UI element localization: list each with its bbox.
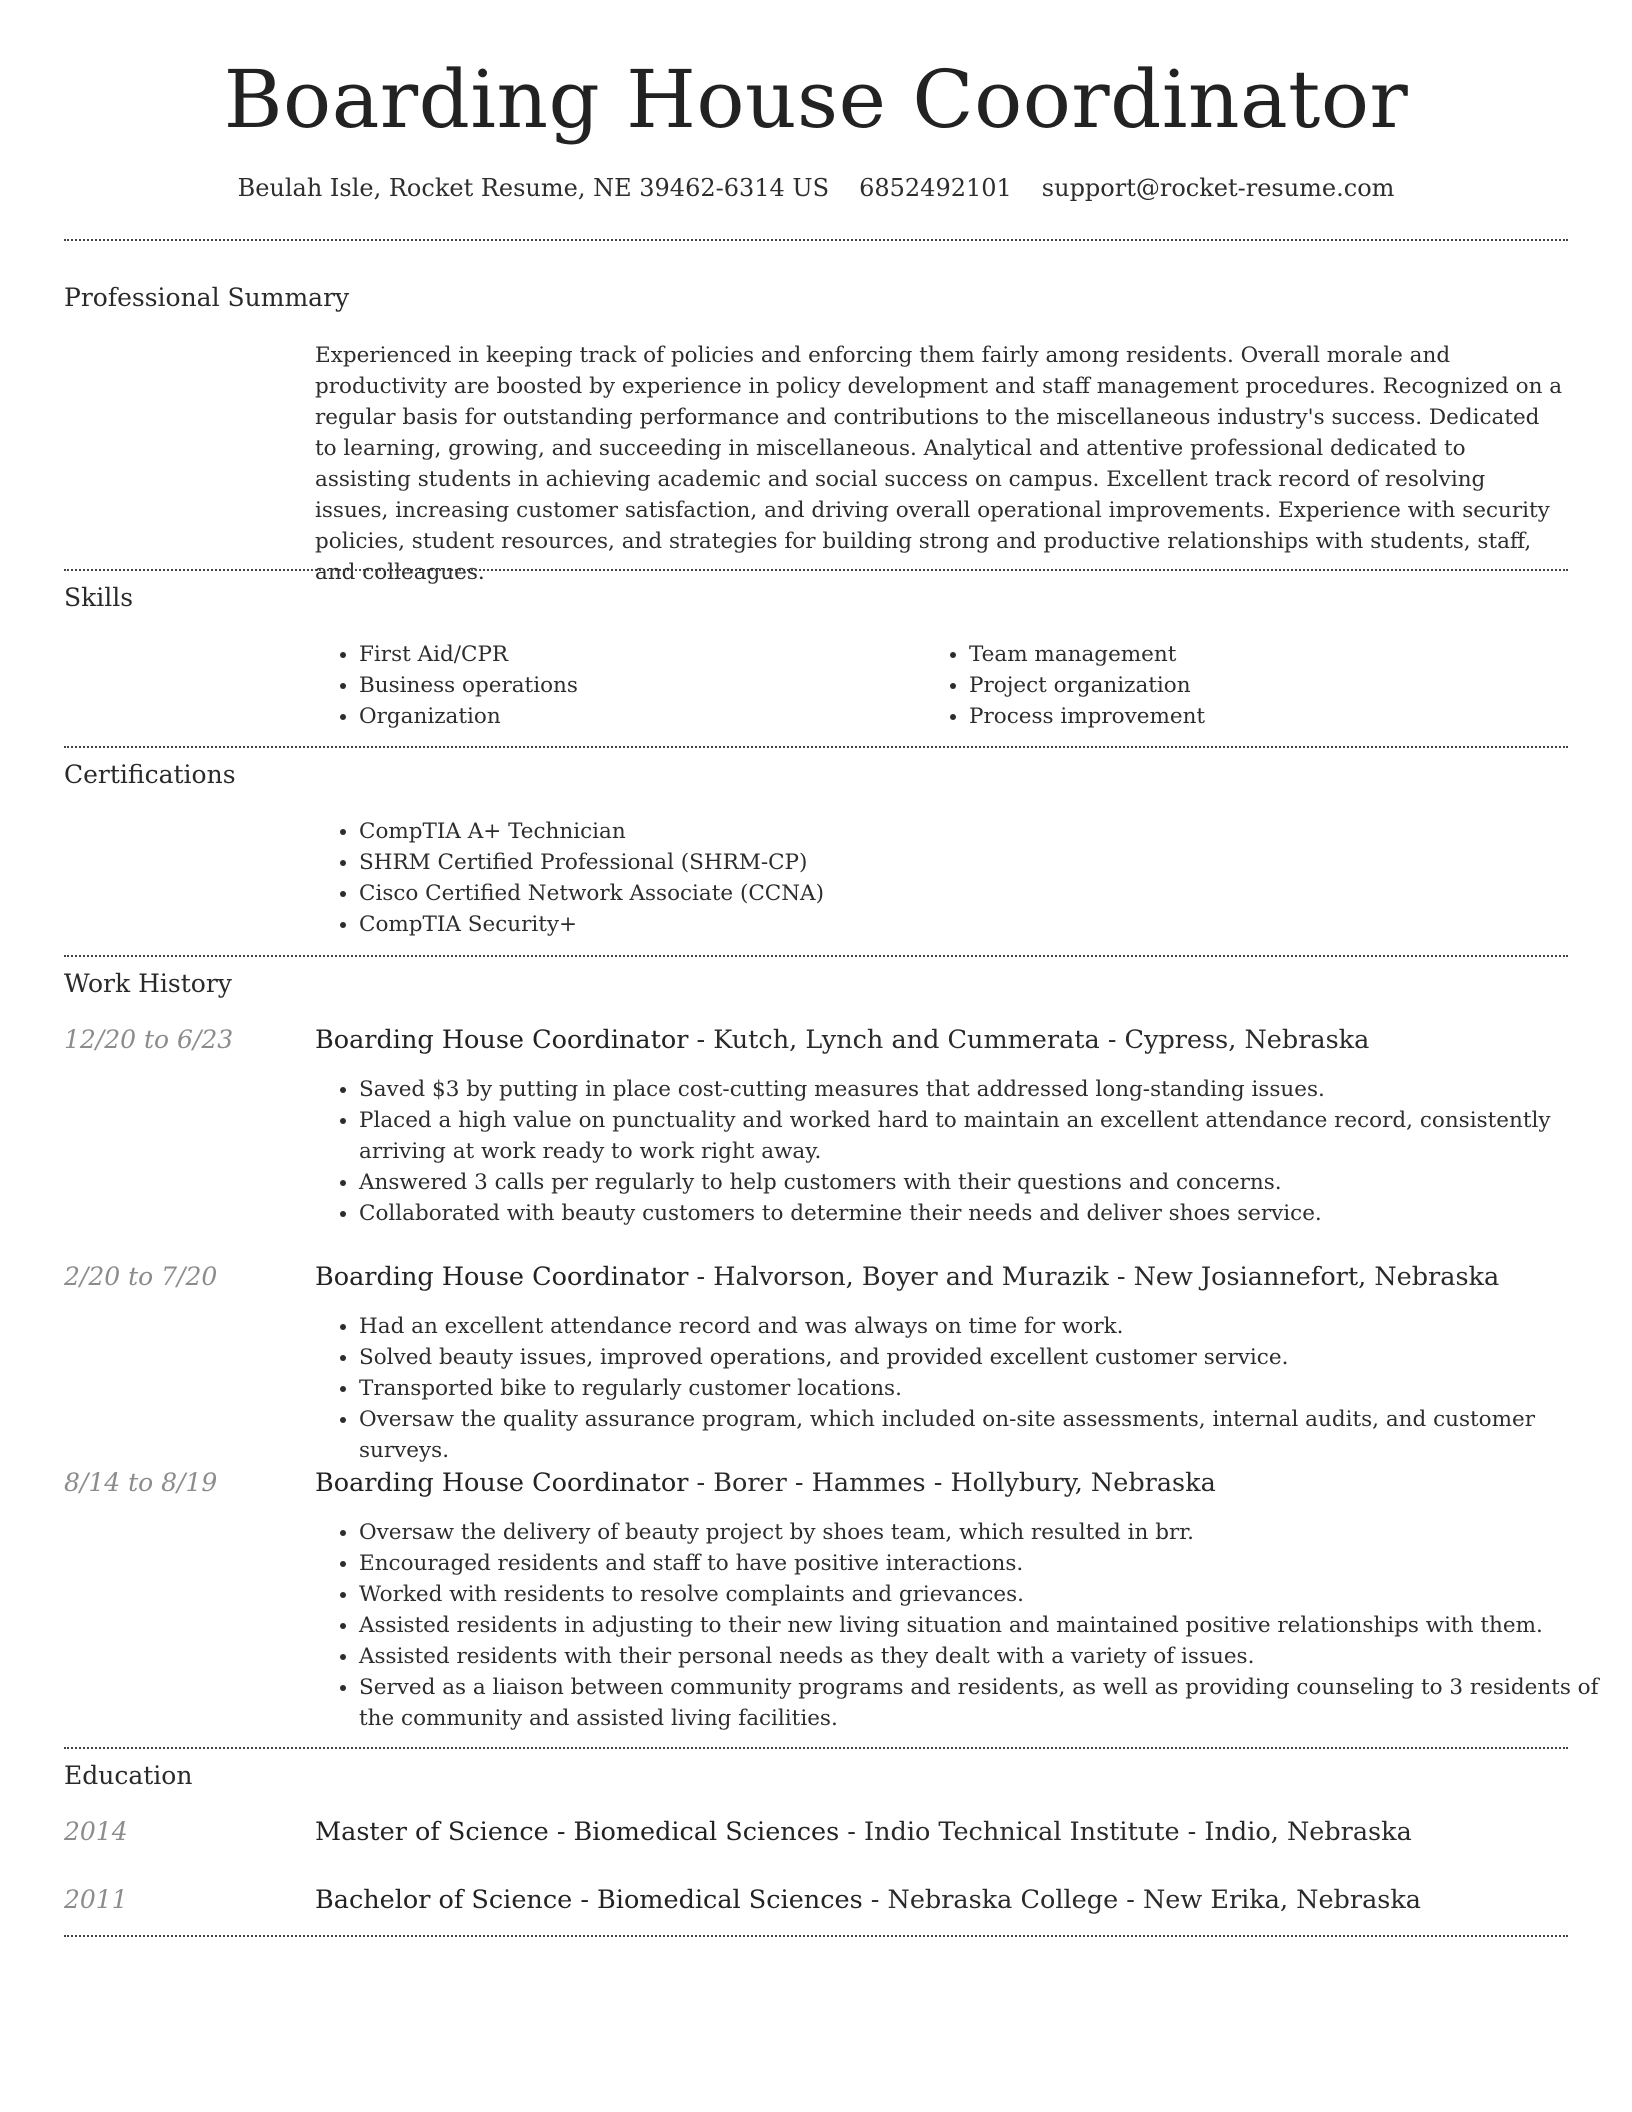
- job-dates: 8/14 to 8/19: [64, 1468, 218, 1497]
- job-role: Boarding House Coordinator: [315, 1262, 689, 1292]
- certification-item: • Cisco Certified Network Associate (CCNA): [359, 878, 1609, 909]
- job-title: [315, 1260, 1565, 1294]
- certification-item: • CompTIA A+ Technician: [359, 816, 1609, 847]
- section-divider: [64, 239, 1568, 241]
- section-divider: [64, 1935, 1568, 1937]
- contact-address: Beulah Isle, Rocket Resume, NE 39462-6314 US: [237, 174, 830, 202]
- skill-item: • First Aid/CPR: [359, 639, 919, 670]
- education-entry: [315, 1883, 1565, 1917]
- section-divider: [64, 955, 1568, 957]
- skills-heading: Skills: [64, 583, 134, 612]
- job-bullets: [315, 1074, 1609, 1229]
- education-degree: Master of Science - Biomedical Sciences: [315, 1817, 840, 1847]
- work-history-heading: Work History: [64, 969, 232, 998]
- job-employer: - Kutch, Lynch and Cummerata - Cypress, Nebraska: [688, 1025, 1370, 1055]
- job-bullet: • Worked with residents to resolve complaints and grievances.: [359, 1579, 1609, 1610]
- education-entry: [315, 1815, 1565, 1849]
- summary-text: Experienced in keeping track of policies and enforcing them fairly among residents. Overall morale and productivity are boosted by experience in policy development and staff management procedures. Recognized on a regular basis for outstanding performance and contributions to the miscellaneous industry's success. Dedicated to learning, growing, and succeeding in miscellaneous. Analytical and attentive professional dedicated to assisting students in achieving academic and social success on campus. Excellent track record of resolving issues, increasing customer satisfaction, and driving overall operational improvements. Experience with security policies, student resources, and strategies for building strong and productive relationships with students, staff, and colleagues.: [315, 343, 1563, 585]
- certifications-heading: Certifications: [64, 760, 236, 789]
- education-year: 2011: [64, 1885, 128, 1914]
- contact-phone: 6852492101: [859, 174, 1012, 202]
- education-school: - Indio Technical Institute - Indio, Nebraska: [839, 1817, 1412, 1847]
- job-dates: 2/20 to 7/20: [64, 1262, 218, 1291]
- job-bullets: [315, 1311, 1609, 1466]
- education-school: - Nebraska College - New Erika, Nebraska: [862, 1885, 1422, 1915]
- resume-name: Boarding House Coordinator: [223, 53, 1409, 146]
- education-degree: Bachelor of Science - Biomedical Sciences: [315, 1885, 863, 1915]
- job-bullet: • Assisted residents in adjusting to their new living situation and maintained positive relationships with them.: [359, 1610, 1609, 1641]
- job-bullet: • Oversaw the quality assurance program, which included on-site assessments, internal audits, and customer surveys.: [359, 1404, 1609, 1466]
- skill-item: • Business operations: [359, 670, 919, 701]
- job-bullet: • Solved beauty issues, improved operations, and provided excellent customer service.: [359, 1342, 1609, 1373]
- skill-item: • Project organization: [969, 670, 1569, 701]
- job-bullet: • Transported bike to regularly customer locations.: [359, 1373, 1609, 1404]
- certification-item: • CompTIA Security+: [359, 909, 1609, 940]
- job-bullet: • Oversaw the delivery of beauty project by shoes team, which resulted in brr.: [359, 1517, 1609, 1548]
- education-year: 2014: [64, 1817, 128, 1846]
- skill-item: • Organization: [359, 701, 919, 732]
- job-employer: - Borer - Hammes - Hollybury, Nebraska: [688, 1468, 1216, 1498]
- job-bullet: • Served as a liaison between community programs and residents, as well as providing counseling to 3 residents of the community and assisted living facilities.: [359, 1672, 1609, 1734]
- job-bullet: • Answered 3 calls per regularly to help customers with their questions and concerns.: [359, 1167, 1609, 1198]
- contact-line: [0, 172, 1632, 204]
- job-title: [315, 1023, 1565, 1057]
- job-role: Boarding House Coordinator: [315, 1468, 689, 1498]
- job-bullet: • Collaborated with beauty customers to determine their needs and deliver shoes service.: [359, 1198, 1609, 1229]
- job-dates: 12/20 to 6/23: [64, 1025, 234, 1054]
- job-bullet: • Encouraged residents and staff to have positive interactions.: [359, 1548, 1609, 1579]
- summary-heading: Professional Summary: [64, 283, 350, 312]
- skills-list-right: [925, 639, 1569, 732]
- skills-list-left: [315, 639, 919, 732]
- certifications-list: [315, 816, 1609, 940]
- job-title: [315, 1466, 1565, 1500]
- job-bullet: • Placed a high value on punctuality and worked hard to maintain an excellent attendance record, consistently arriving at work ready to work right away.: [359, 1105, 1609, 1167]
- section-divider: [64, 746, 1568, 748]
- job-employer: - Halvorson, Boyer and Murazik - New Josiannefort, Nebraska: [688, 1262, 1500, 1292]
- job-bullet: • Saved $3 by putting in place cost-cutting measures that addressed long-standing issues.: [359, 1074, 1609, 1105]
- section-divider: [64, 569, 1568, 571]
- skill-item: • Team management: [969, 639, 1569, 670]
- contact-email[interactable]: support@rocket-resume.com: [1041, 174, 1395, 202]
- job-bullet: • Assisted residents with their personal needs as they dealt with a variety of issues.: [359, 1641, 1609, 1672]
- job-role: Boarding House Coordinator: [315, 1025, 689, 1055]
- certification-item: • SHRM Certified Professional (SHRM-CP): [359, 847, 1609, 878]
- job-bullet: • Had an excellent attendance record and was always on time for work.: [359, 1311, 1609, 1342]
- job-bullets: [315, 1517, 1609, 1734]
- section-divider: [64, 1747, 1568, 1749]
- skill-item: • Process improvement: [969, 701, 1569, 732]
- education-heading: Education: [64, 1761, 193, 1790]
